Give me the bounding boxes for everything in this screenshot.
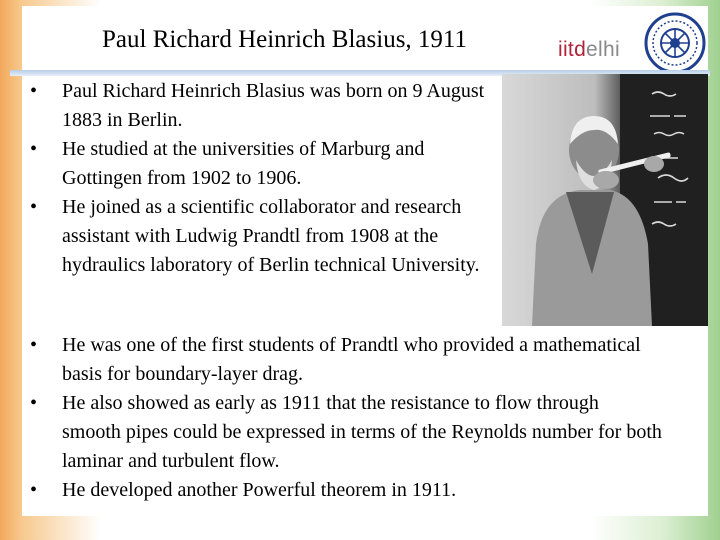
- portrait-photo: [502, 74, 708, 326]
- bullet-birth: • Paul Richard Heinrich Blasius was born on 9 August 1883 in Berlin.: [22, 77, 496, 135]
- bullet-list-top: [22, 77, 496, 280]
- bullet-theorem: • He developed another Powerful theorem in 1911.: [22, 476, 662, 505]
- logo-prefix: iitd: [558, 38, 587, 61]
- bullet-collaboration: • He joined as a scientific collaborator and research assistant with Ludwig Prandtl from 1908 at the hydraulics laboratory of Berlin technical University.: [22, 193, 496, 280]
- slide-title: Paul Richard Heinrich Blasius, 1911: [102, 26, 467, 53]
- bullet-boundary-layer: • He was one of the first students of Prandtl who provided a mathematical basis for boundary-layer drag.: [22, 331, 662, 389]
- institute-seal-icon: [644, 12, 706, 74]
- iitdelhi-logo: [558, 38, 620, 62]
- logo-suffix: elhi: [586, 38, 620, 61]
- bullet-list-bottom: [22, 331, 662, 505]
- bullet-education: • He studied at the universities of Marburg and Gottingen from 1902 to 1906.: [22, 135, 496, 193]
- bullet-pipe-flow: • He also showed as early as 1911 that the resistance to flow through smooth pipes could be expressed in terms of the Reynolds number for both laminar and turbulent flow.: [22, 389, 662, 476]
